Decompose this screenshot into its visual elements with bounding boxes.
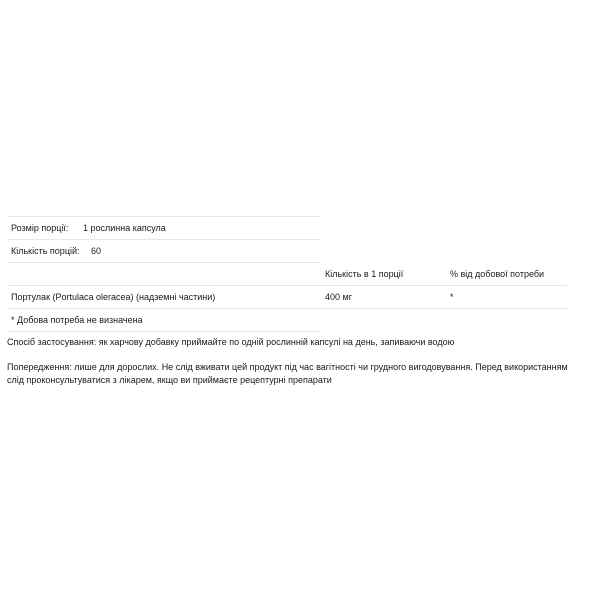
ingredient-name: Портулак (Portulaca oleracea) (надземні частини) [11,292,216,302]
ingredient-daily-value: * [450,292,454,302]
servings-value: 60 [91,246,102,256]
servings-label: Кількість порцій: [11,246,80,256]
servings-row [7,240,320,263]
serving-size-label: Розмір порції: [11,223,69,233]
daily-value-header: % від добової потреби [450,269,545,279]
ingredient-row [7,286,567,309]
product-notes [7,336,587,399]
footnote: * Добова потреба не визначена [11,315,143,325]
usage-text: Спосіб застосування: як харчову добавку приймайте по одній рослинній капсулі на день, запиваючи водою [7,337,455,347]
supplement-facts-table [7,216,545,332]
footnote-row [7,309,320,332]
warning-text: Попередження: лише для дорослих. Не слід вживати цей продукт під час вагітності чи грудного вигодовування. Перед використанням слід проконсультуватися з лікарем, якщо ви приймаєте рецептурні препарати [7,362,568,385]
amount-header: Кількість в 1 порції [325,269,404,279]
column-header-row [7,263,567,286]
ingredient-amount: 400 мг [325,292,352,302]
serving-size-value: 1 рослинна капсула [83,223,166,233]
serving-size-row [7,216,320,240]
